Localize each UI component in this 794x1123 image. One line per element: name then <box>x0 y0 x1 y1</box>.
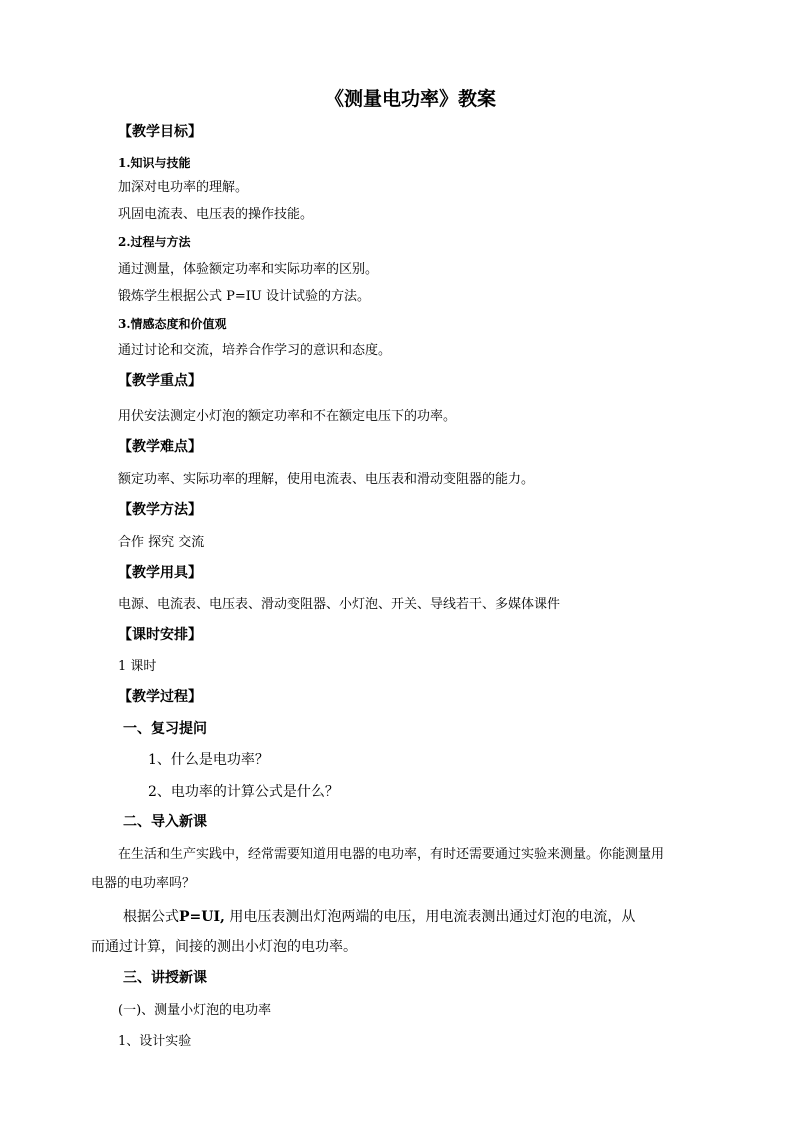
section2-title: 二、导入新课 <box>123 814 207 830</box>
goal1-title: 1.知识与技能 <box>118 156 191 170</box>
key-text: 用伏安法测定小灯泡的额定功率和不在额定电压下的功率。 <box>118 409 457 424</box>
goal2-line2: 锻炼学生根据公式 P=IU 设计试验的方法。 <box>118 289 370 304</box>
formula-paragraph-line2: 而通过计算，间接的测出小灯泡的电功率。 <box>91 939 357 955</box>
formula-prefix: 根据公式 <box>123 909 179 925</box>
tools-heading: 【教学用具】 <box>118 565 202 581</box>
schedule-text: 1 课时 <box>118 659 157 674</box>
review-question-2: 2、电功率的计算公式是什么？ <box>148 784 339 800</box>
subsection-item-1: 1、设计实验 <box>118 1034 192 1049</box>
key-heading: 【教学重点】 <box>118 373 202 389</box>
document-title: 《测量电功率》教案 <box>325 88 497 110</box>
subsection-1-title: (一)、测量小灯泡的电功率 <box>118 1003 272 1018</box>
goal3-line1: 通过讨论和交流，培养合作学习的意识和态度。 <box>118 343 392 358</box>
section1-title: 一、复习提问 <box>123 721 207 737</box>
goal2-title: 2.过程与方法 <box>118 235 191 249</box>
goal1-line1: 加深对电功率的理解。 <box>118 180 249 195</box>
review-question-1: 1、什么是电功率？ <box>148 752 269 768</box>
tools-text: 电源、电流表、电压表、滑动变阻器、小灯泡、开关、导线若干、多媒体课件 <box>118 597 561 612</box>
goal3-title: 3.情感态度和价值观 <box>118 317 227 331</box>
goal1-line2: 巩固电流表、电压表的操作技能。 <box>118 207 314 222</box>
method-heading: 【教学方法】 <box>118 502 202 518</box>
process-heading: 【教学过程】 <box>118 689 202 705</box>
method-text: 合作 探究 交流 <box>118 535 205 550</box>
goal2-line1: 通过测量，体验额定功率和实际功率的区别。 <box>118 262 379 277</box>
goals-heading: 【教学目标】 <box>118 124 202 140</box>
schedule-heading: 【课时安排】 <box>118 627 202 643</box>
intro-paragraph-line1: 在生活和生产实践中，经常需要知道用电器的电功率，有时还需要通过实验来测量。你能测量用 <box>118 847 665 862</box>
formula-paragraph-line1 <box>123 908 635 926</box>
difficulty-heading: 【教学难点】 <box>118 439 202 455</box>
formula-pui: P=UI, <box>179 909 225 925</box>
section3-title: 三、讲授新课 <box>123 970 207 986</box>
formula-rest: 用电压表测出灯泡两端的电压，用电流表测出通过灯泡的电流，从 <box>224 909 636 925</box>
difficulty-text: 额定功率、实际功率的理解，使用电流表、电压表和滑动变阻器的能力。 <box>118 472 535 487</box>
intro-paragraph-line2: 电器的电功率吗？ <box>91 876 196 891</box>
